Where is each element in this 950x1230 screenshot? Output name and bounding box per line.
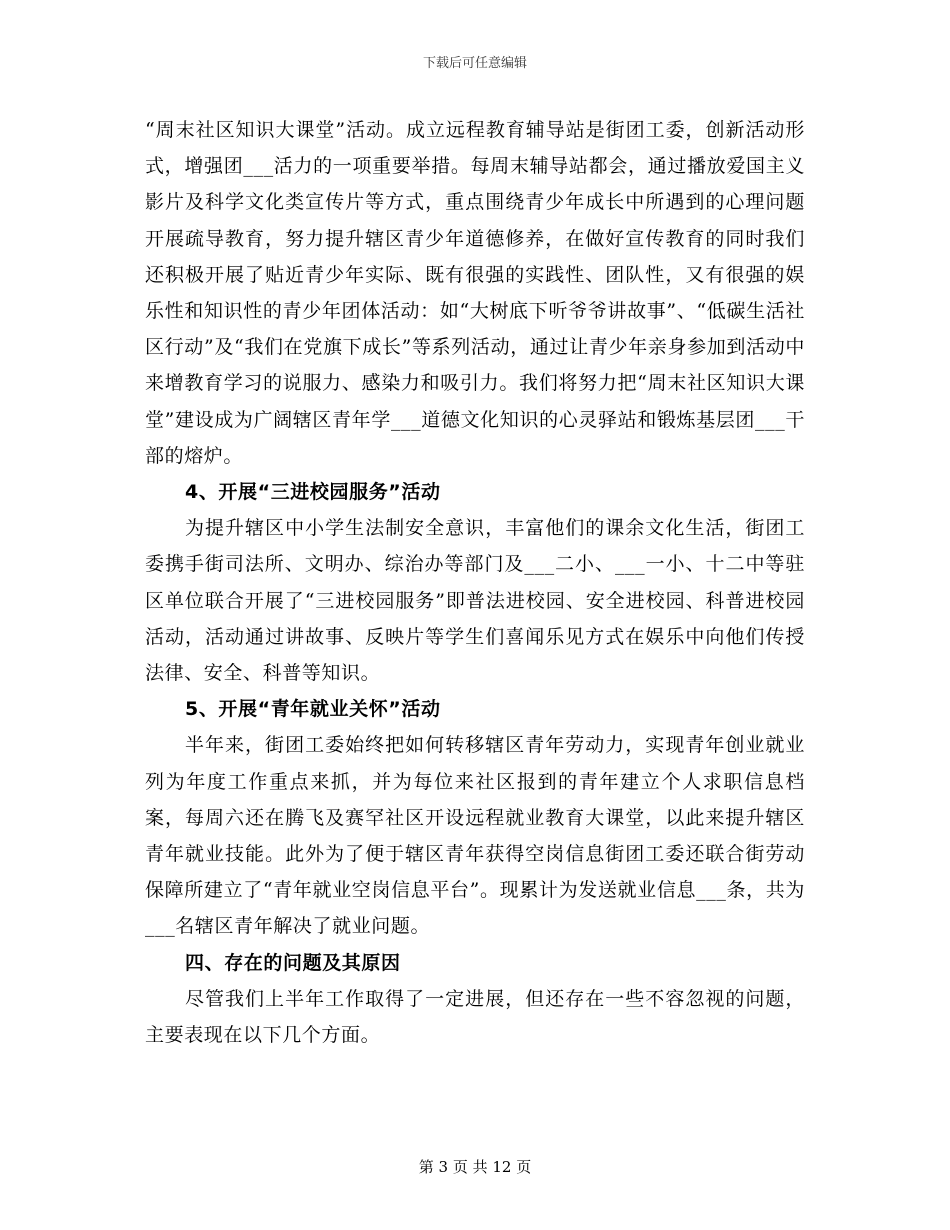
document-body [145, 112, 805, 1053]
page-number: 第 3 页 共 12 页 [418, 1158, 532, 1176]
heading-problems: 四、存在的问题及其原因 [185, 951, 401, 974]
paragraph-problems: 尽管我们上半年工作取得了一定进展，但还存在一些不容忽视的问题，主要表现在以下几个方面。 [145, 987, 805, 1047]
heading-campus-service: 4、开展“三进校园服务”活动 [185, 481, 441, 504]
header-note: 下载后可任意编辑 [422, 56, 527, 71]
paragraph-campus-service: 为提升辖区中小学生法制安全意识，丰富他们的课余文化生活，街团工委携手街司法所、文明办、综治办等部门及___二小、___一小、十二中等驻区单位联合开展了“三进校园服务”即普法进校园、安全进校园、科普进校园活动，活动通过讲故事、反映片等学生们喜闻乐见方式在娱乐中向他们传授法律、安全、科普等知识。 [145, 517, 805, 685]
paragraph-youth-employment: 半年来，街团工委始终把如何转移辖区青年劳动力，实现青年创业就业列为年度工作重点来抓，并为每位来社区报到的青年建立个人求职信息档案，每周六还在腾飞及赛罕社区开设远程就业教育大课堂，以此来提升辖区青年就业技能。此外为了便于辖区青年获得空岗信息街团工委还联合街劳动保障所建立了“青年就业空岗信息平台”。现累计为发送就业信息___条，共为___名辖区青年解决了就业问题。 [145, 734, 805, 938]
heading-youth-employment: 5、开展“青年就业关怀”活动 [185, 698, 441, 721]
paragraph-weekend-classroom: “周末社区知识大课堂”活动。成立远程教育辅导站是街团工委，创新活动形式，增强团___活力的一项重要举措。每周末辅导站都会，通过播放爱国主义影片及科学文化类宣传片等方式，重点围绕青少年成长中所遇到的心理问题开展疏导教育，努力提升辖区青少年道德修养，在做好宣传教育的同时我们还积极开展了贴近青少年实际、既有很强的实践性、团队性，又有很强的娱乐性和知识性的青少年团体活动：如“大树底下听爷爷讲故事”、“低碳生活社区行动”及“我们在党旗下成长”等系列活动，通过让青少年亲身参加到活动中来增教育学习的说服力、感染力和吸引力。我们将努力把“周末社区知识大课堂”建设成为广阔辖区青年学___道德文化知识的心灵驿站和锻炼基层团___干部的熔炉。 [145, 119, 805, 467]
